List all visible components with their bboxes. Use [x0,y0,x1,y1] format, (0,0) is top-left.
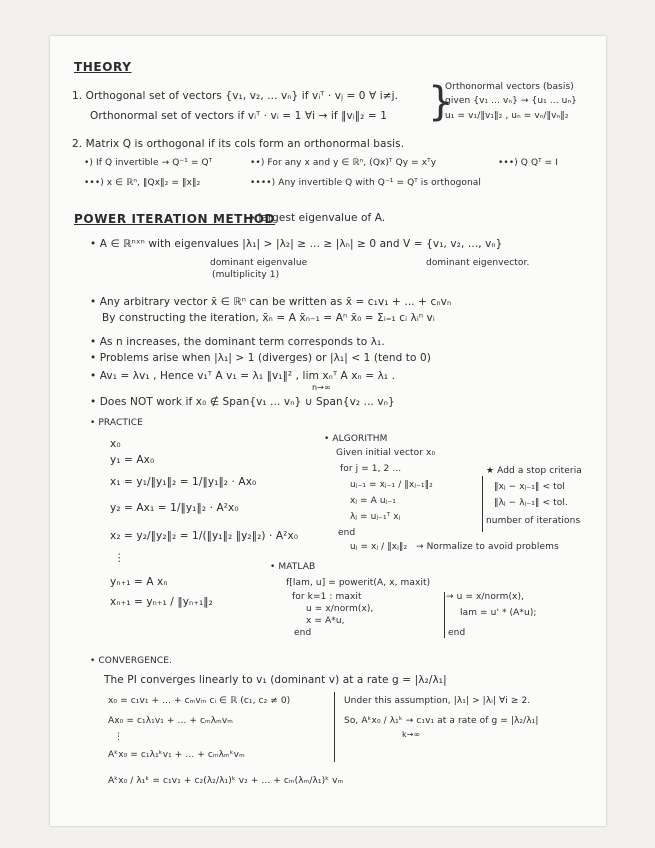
side-note-given: given {v₁ ... vₙ} → {u₁ ... uₙ} [445,96,577,106]
matlab-code-line: → u = x/norm(x), [446,592,525,602]
theory-heading: THEORY [74,60,132,74]
matlab-code-line: for k=1 : maxit [292,592,362,602]
convergence-heading: • CONVERGENCE. [90,656,172,666]
matlab-code-line: lam = u' * (A*u); [460,608,537,618]
pim-iteration: By constructing the iteration, x̄ₙ = A x̄ₙ₋₁ = Aⁿ x̄₀ = Σᵢ₌₁ cᵢ λᵢⁿ vᵢ [102,312,435,324]
theory-matrix-def: 2. Matrix Q is orthogonal if its cols form an orthonormal basis. [72,138,405,150]
algorithm-heading: • ALGORITHM [324,434,388,444]
convergence-ellipsis: ⋮ [114,732,124,742]
theory-line-orthogonal: 1. Orthogonal set of vectors {v₁, v₂, ... vₙ} if vᵢᵀ · vⱼ = 0 ∀ i≠j. [72,90,399,102]
matlab-heading: • MATLAB [270,562,316,572]
stop-criteria-item: ‖xⱼ − xⱼ₋₁‖ < tol [494,482,565,492]
stop-criteria-item: ‖λⱼ − λⱼ₋₁‖ < tol. [494,498,568,508]
pim-arbitrary-vector: • Any arbitrary vector x̄ ∈ ℝⁿ can be written as x̄ = c₁v₁ + ... + cₙvₙ [90,296,452,308]
theory-prop-3: •••) Q Qᵀ = I [498,158,559,168]
side-note-title: Orthonormal vectors (basis) [445,82,574,92]
matlab-code-line: f[lam, u] = powerit(A, x, maxit) [286,578,431,588]
practice-step: xₙ₊₁ = yₙ₊₁ / ‖yₙ₊₁‖₂ [110,596,213,608]
matlab-code-line: end [448,628,466,638]
practice-step: y₂ = Ax₁ = 1/‖y₁‖₂ · A²x₀ [110,502,239,514]
practice-step: x₁ = y₁/‖y₁‖₂ = 1/‖y₁‖₂ · Ax₀ [110,476,257,488]
side-note-formula: u₁ = v₁/‖v₁‖₂ , uₙ = vₙ/‖vₙ‖₂ [445,111,569,121]
practice-step: yₙ₊₁ = A xₙ [110,576,168,588]
convergence-bracket [334,692,335,762]
convergence-result: So, Aᵏx₀ / λ₁ᵏ → c₁v₁ at a rate of g = |λ₂/λ₁| [344,716,539,726]
pim-problems: • Problems arise when |λ₁| > 1 (diverges) or |λ₁| < 1 (tend to 0) [90,352,431,364]
convergence-step: x₀ = c₁v₁ + ... + cₘvₘ cᵢ ∈ ℝ (c₁, c₂ ≠ 0) [108,696,291,706]
matlab-code-line: u = x/norm(x), [306,604,374,614]
theory-prop-5: ••••) Any invertible Q with Q⁻¹ = Qᵀ is orthogonal [250,178,482,188]
brace-symbol: } [428,79,454,125]
pim-dominant-eigenvector: dominant eigenvector. [426,258,530,268]
practice-ellipsis: ⋮ [114,552,125,564]
pim-limit-subscript: n→∞ [312,383,331,392]
matlab-code-line: end [294,628,312,638]
notebook-page [50,36,606,826]
algorithm-line: xⱼ = A uⱼ₋₁ [350,496,396,506]
pim-span-note: • Does NOT work if x₀ ∉ Span{v₁ ... vₙ} ∪ Span{v₂ ... vₙ} [90,396,395,408]
stop-criteria-title: ★ Add a stop criteria [486,466,582,476]
algorithm-normalize-note: → Normalize to avoid problems [416,542,559,552]
pim-heading-tail: → largest eigenvalue of A. [246,212,386,224]
theory-prop-1: •) If Q invertible → Q⁻¹ = Qᵀ [84,158,213,168]
pim-eigen-line: • A ∈ ℝⁿˣⁿ with eigenvalues |λ₁| > |λ₂| ≥ ... ≥ |λₙ| ≥ 0 and V = {v₁, v₂, ..., vₙ} [90,238,503,250]
pim-multiplicity: (multiplicity 1) [212,270,280,280]
theory-prop-2: ••) For any x and y ∈ ℝⁿ, (Qx)ᵀ Qy = xᵀy [250,158,437,168]
convergence-step: Ax₀ = c₁λ₁v₁ + ... + cₘλₘvₘ [108,716,234,726]
stop-criteria-bracket [482,476,483,532]
practice-step: x₂ = y₂/‖y₂‖₂ = 1/(‖y₁‖₂ ‖y₂‖₂) · A²x₀ [110,530,299,542]
stop-criteria-item: number of iterations [486,516,581,526]
practice-step: y₁ = Ax₀ [110,454,155,466]
algorithm-line: uⱼ = xⱼ / ‖xⱼ‖₂ [350,542,408,552]
convergence-step: Aᵏx₀ / λ₁ᵏ = c₁v₁ + c₂(λ₂/λ₁)ᵏ v₂ + ... + cₘ(λₘ/λ₁)ᵏ vₘ [108,776,344,786]
convergence-statement: The PI converges linearly to v₁ (dominant v) at a rate g = |λ₂/λ₁| [104,674,447,686]
algorithm-line: Given initial vector x₀ [336,448,436,458]
algorithm-line: end [338,528,356,538]
algorithm-line: uⱼ₋₁ = xⱼ₋₁ / ‖xⱼ₋₁‖₂ [350,480,433,490]
matlab-code-line: x = A*u, [306,616,345,626]
theory-line-orthonormal: Orthonormal set of vectors if vᵢᵀ · vᵢ = 1 ∀i → if ‖vᵢ‖₂ = 1 [90,110,388,122]
convergence-assumption: Under this assumption, |λ₁| > |λᵢ| ∀i ≥ 2. [344,696,531,706]
practice-step: x₀ [110,438,121,450]
pim-dominant-term: • As n increases, the dominant term corresponds to λ₁. [90,336,385,348]
pim-dominant-eigenvalue: dominant eigenvalue [210,258,308,268]
theory-prop-4: •••) x ∈ ℝⁿ, ‖Qx‖₂ = ‖x‖₂ [84,178,201,188]
practice-heading: • PRACTICE [90,418,143,428]
algorithm-line: for j = 1, 2 ... [340,464,402,474]
pim-heading: POWER ITERATION METHOD [74,212,276,226]
matlab-bracket [444,592,445,638]
convergence-step: Aᵏx₀ = c₁λ₁ᵏv₁ + ... + cₘλₘᵏvₘ [108,750,245,760]
convergence-limit-subscript: k→∞ [402,730,421,739]
pim-rayleigh: • Av₁ = λv₁ , Hence v₁ᵀ A v₁ = λ₁ ‖v₁‖² , lim xₙᵀ A xₙ = λ₁ . [90,370,396,382]
algorithm-line: λⱼ = uⱼ₋₁ᵀ xⱼ [350,512,401,522]
